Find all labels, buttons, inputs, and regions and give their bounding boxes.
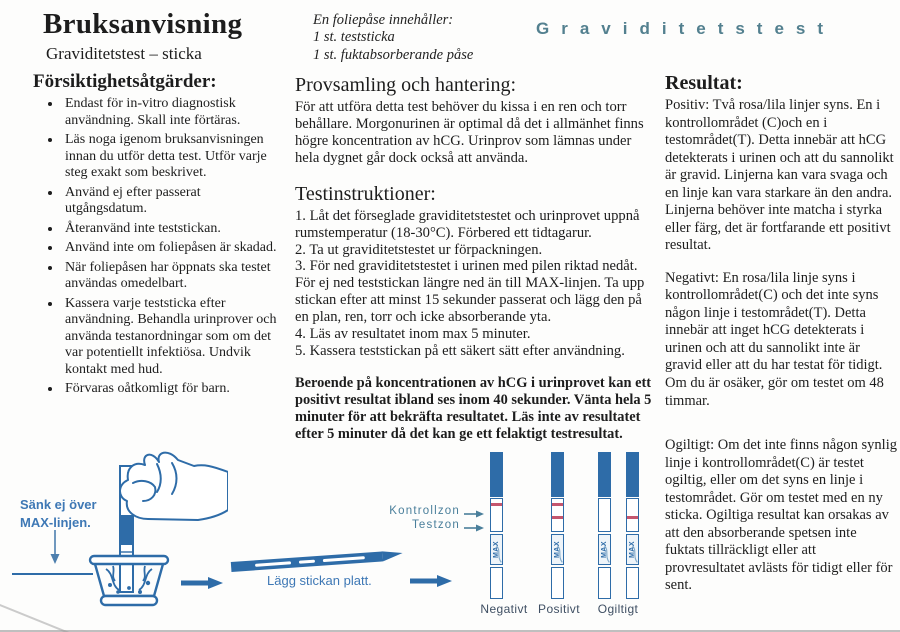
instruction-step: 1. Låt det förseglade graviditetstestet och urinprovet uppnå rumstemperatur (18-30°C). Förbered ett tidtagarur. bbox=[295, 207, 640, 241]
stick-label-positive: Positivt bbox=[538, 602, 580, 616]
pointer-arrow-icon bbox=[464, 524, 484, 532]
foil-note-line: En foliepåse innehåller: bbox=[313, 12, 454, 28]
stick-result-window bbox=[626, 498, 639, 532]
squiggle-decoration bbox=[631, 544, 638, 564]
precaution-item: • Kassera varje teststicka efter användning. Behandla urinprover och använda testanordningar som om det var potentiellt infektiösa. Undvik kontakt med hud. bbox=[62, 296, 283, 379]
control-line bbox=[552, 503, 563, 506]
left-column bbox=[33, 8, 283, 401]
result-invalid-text: Ogiltigt: Om det inte finns någon synlig linje i kontrollområdet(C) är testet ogiltig, eller om det syns en linje i testområdet. Gör om testet med en ny sticka. Ogiltiga resultat kan orsakas av att den absorberande spetsen inte fuktats tillräckligt eller att provresultatet avlästs för tidigt eller för sent. bbox=[665, 437, 897, 594]
precaution-item: • Endast för in-vitro diagnostisk användning. Skall inte förtäras. bbox=[62, 96, 283, 129]
test-sticks bbox=[490, 452, 650, 602]
arrow-down-icon bbox=[51, 530, 60, 564]
precaution-item: • När foliepåsen har öppnats ska testet användas omedelbart. bbox=[62, 260, 283, 293]
instruction-step: 4. Läs av resultatet inom max 5 minuter. bbox=[295, 326, 531, 343]
figure-strip bbox=[0, 430, 900, 632]
brand-wordmark: Graviditetstest bbox=[536, 19, 836, 38]
foil-contents-note bbox=[313, 12, 473, 64]
instruction-step: 3. För ned graviditetstestet i urinen med pilen riktad nedåt. För ej ned teststickan längre ned än till MAX-linjen. Ta upp stickan efter att minst 15 sekunder passerat och lägg den på en plan, ren, torr och icke absorberande yta. bbox=[295, 258, 645, 326]
control-line bbox=[491, 503, 502, 506]
dip-caption-line: Sänk ej över bbox=[20, 497, 97, 512]
precautions-heading: Försiktighetsåtgärder: bbox=[33, 71, 217, 92]
arrow-right-icon bbox=[410, 574, 452, 588]
test-line bbox=[627, 516, 638, 519]
instructions-heading: Testinstruktioner: bbox=[295, 182, 436, 205]
dip-caption-line: MAX-linjen. bbox=[20, 514, 91, 530]
stick-label-negative: Negativt bbox=[480, 602, 528, 616]
test-stick-positive bbox=[551, 452, 564, 600]
instruction-steps bbox=[295, 208, 653, 360]
stick-absorbent-tip bbox=[490, 567, 503, 599]
stick-absorbent-tip bbox=[598, 567, 611, 599]
stick-absorbent-tip bbox=[626, 567, 639, 599]
foil-note-line: 1 st. fuktabsorberande påse bbox=[313, 46, 474, 63]
stick-handle bbox=[490, 452, 503, 497]
max-label: MAX bbox=[554, 540, 561, 559]
stick-handle bbox=[598, 452, 611, 497]
flat-stick-caption: Lägg stickan platt. bbox=[267, 573, 372, 588]
foil-note-line: 1 st. teststicka bbox=[313, 29, 395, 46]
stick-max-section bbox=[490, 534, 503, 565]
stick-handle bbox=[551, 452, 564, 497]
stick-result-window bbox=[598, 498, 611, 532]
result-positive-text: Positiv: Två rosa/lila linjer syns. En i kontrollområdet (C)och en i testområdet(T). Detta innebär att hCG detekterats i urinen och att du sannolikt är gravid. Linjerna kan vara svaga och en linje kan vara starkare än den andra. Linjerna behöver inte matcha i styrka eller färg, det är fortfarande ett positivt resultat. bbox=[665, 97, 894, 254]
results-heading: Resultat: bbox=[665, 72, 743, 94]
precaution-item: • Använd ej efter passerat utgångsdatum. bbox=[62, 185, 283, 218]
squiggle-decoration bbox=[495, 544, 502, 564]
timing-warning: Beroende på koncentrationen av hCG i urinprovet kan ett positivt resultat ibland ses inom 40 sekunder. Vänta hela 5 minuter för att bekräfta resultatet. Läs inte av resultatet efter 5 minuter då det kan ge ett felaktigt testresultat. bbox=[295, 374, 652, 442]
hand-icon bbox=[120, 453, 228, 520]
test-stick-invalid bbox=[626, 452, 639, 600]
stick-absorbent-tip bbox=[551, 567, 564, 599]
precaution-item: • Förvaras oåtkomligt för barn. bbox=[62, 381, 283, 398]
max-label: MAX bbox=[629, 540, 636, 559]
max-label: MAX bbox=[493, 540, 500, 559]
stick-result-window bbox=[551, 498, 564, 532]
test-stick-negative bbox=[490, 452, 503, 600]
instruction-step: 2. Ta ut graviditetstestet ur förpackningen. bbox=[295, 241, 543, 258]
stick-max-section bbox=[551, 534, 564, 565]
test-zone-label: Testzon bbox=[411, 519, 460, 531]
zone-labels bbox=[368, 504, 460, 532]
middle-column bbox=[295, 74, 653, 442]
pointer-arrow-icon bbox=[464, 510, 484, 518]
stick-max-section bbox=[626, 534, 639, 565]
squiggle-decoration bbox=[556, 544, 563, 564]
sampling-text: För att utföra detta test behöver du kissa i en ren och torr behållare. Morgonurinen är optimal då det i allmänhet finns högre koncentration av hCG. Urinprov som lämnas under hela dygnet går dock också att använda. bbox=[295, 99, 644, 166]
page-title: Bruksanvisning bbox=[43, 8, 243, 40]
arrow-right-icon bbox=[181, 576, 223, 590]
flat-stick-illustration bbox=[229, 540, 405, 576]
precaution-item: • Använd inte om foliepåsen är skadad. bbox=[62, 240, 283, 257]
stick-label-invalid: Ogiltigt bbox=[597, 602, 639, 616]
test-line bbox=[552, 516, 563, 519]
squiggle-decoration bbox=[603, 544, 610, 564]
precaution-item: • Återanvänd inte teststickan. bbox=[62, 221, 283, 238]
stick-handle bbox=[626, 452, 639, 497]
stick-result-window bbox=[490, 498, 503, 532]
sampling-heading: Provsamling och hantering: bbox=[295, 74, 517, 96]
control-zone-label: Kontrollzon bbox=[389, 505, 460, 517]
precaution-item: • Läs noga igenom bruksanvisningen innan du utför detta test. Utför varje steg exakt som beskrivet. bbox=[62, 132, 283, 182]
max-label: MAX bbox=[601, 540, 608, 559]
dip-test-illustration bbox=[6, 438, 228, 628]
stick-max-section bbox=[598, 534, 611, 565]
test-stick-invalid bbox=[598, 452, 611, 600]
instruction-step: 5. Kassera teststickan på ett säkert sätt efter användning. bbox=[295, 343, 625, 360]
result-negative-text: Negativt: En rosa/lila linje syns i kontrollområdet(C) och det inte syns någon linje i testområdet(T). Detta innebär att inget hCG detekterats i urinen och att du sannolikt inte är gravid eller att du har testat för tidigt. Om du är osäker, gör om testet om 48 timmar. bbox=[665, 269, 884, 409]
page-subtitle: Graviditetstest – sticka bbox=[46, 44, 202, 63]
precautions-list bbox=[33, 96, 283, 398]
